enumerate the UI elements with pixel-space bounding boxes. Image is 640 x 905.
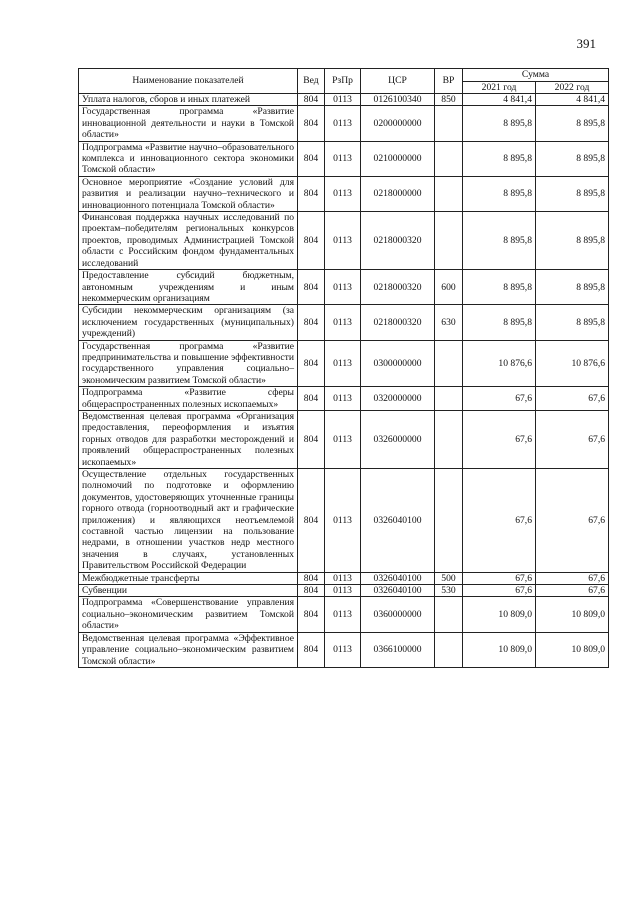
row-name: Субсидии некоммерческим организациям (за исключением государственных (муниципальных) учреждений) (79, 305, 298, 340)
table-body (79, 94, 609, 668)
table-row (79, 585, 609, 597)
row-sum-2022: 10 876,6 (536, 340, 609, 387)
row-sum-2022: 8 895,8 (536, 141, 609, 176)
row-sum-2021: 10 809,0 (463, 597, 536, 632)
row-sum-2021: 67,6 (463, 387, 536, 411)
page-number: 391 (576, 36, 596, 51)
row-name: Уплата налогов, сборов и иных платежей (79, 94, 298, 106)
row-name: Предоставление субсидий бюджетным, автономным учреждениям и иным некоммерческим организациям (79, 270, 298, 305)
table-row (79, 597, 609, 632)
row-name: Государственная программа «Развитие предпринимательства и повышение эффективности государственного управления социально–экономическим развитием Томской области» (79, 340, 298, 387)
row-name: Подпрограмма «Развитие сферы общераспространенных полезных ископаемых» (79, 387, 298, 411)
header-rzpr: РзПр (325, 69, 361, 94)
row-sum-2022: 67,6 (536, 410, 609, 468)
row-sum-2021: 10 876,6 (463, 340, 536, 387)
row-rzpr: 0113 (325, 305, 361, 340)
table-row (79, 305, 609, 340)
row-vr: 850 (435, 94, 463, 106)
row-rzpr: 0113 (325, 469, 361, 573)
row-csr: 0218000320 (361, 212, 435, 270)
row-name: Подпрограмма «Совершенствование управления социально–экономическим развитием Томской области» (79, 597, 298, 632)
row-sum-2021: 67,6 (463, 585, 536, 597)
budget-table (78, 68, 609, 668)
header-csr: ЦСР (361, 69, 435, 94)
table-row (79, 141, 609, 176)
row-sum-2021: 8 895,8 (463, 106, 536, 141)
row-csr: 0360000000 (361, 597, 435, 632)
row-vr (435, 176, 463, 211)
header-sum: Сумма (463, 69, 609, 82)
header-2021: 2021 год (463, 81, 536, 94)
row-sum-2022: 8 895,8 (536, 176, 609, 211)
row-csr: 0326040100 (361, 572, 435, 584)
row-rzpr: 0113 (325, 387, 361, 411)
row-name: Ведомственная целевая программа «Организация предоставления, переоформления и изъятия горных отводов для разработки месторождений и проявлений общераспространенных полезных ископаемых» (79, 410, 298, 468)
table-row (79, 632, 609, 667)
table-row (79, 94, 609, 106)
row-sum-2022: 67,6 (536, 585, 609, 597)
table-row (79, 340, 609, 387)
row-sum-2022: 8 895,8 (536, 106, 609, 141)
row-sum-2022: 10 809,0 (536, 597, 609, 632)
header-2022: 2022 год (536, 81, 609, 94)
header-ved: Вед (298, 69, 325, 94)
row-ved: 804 (298, 270, 325, 305)
row-rzpr: 0113 (325, 410, 361, 468)
row-rzpr: 0113 (325, 94, 361, 106)
row-vr: 500 (435, 572, 463, 584)
row-rzpr: 0113 (325, 106, 361, 141)
row-ved: 804 (298, 469, 325, 573)
row-csr: 0326040100 (361, 469, 435, 573)
row-name: Субвенции (79, 585, 298, 597)
row-rzpr: 0113 (325, 585, 361, 597)
row-vr (435, 106, 463, 141)
table-header (79, 69, 609, 94)
row-name: Ведомственная целевая программа «Эффективное управление социально–экономическим развитием Томской области» (79, 632, 298, 667)
table-row (79, 176, 609, 211)
row-csr: 0366100000 (361, 632, 435, 667)
row-sum-2021: 67,6 (463, 469, 536, 573)
row-sum-2021: 8 895,8 (463, 141, 536, 176)
table-row (79, 270, 609, 305)
row-vr (435, 340, 463, 387)
table-row (79, 572, 609, 584)
row-ved: 804 (298, 585, 325, 597)
header-name: Наименование показателей (79, 69, 298, 94)
row-ved: 804 (298, 94, 325, 106)
row-vr (435, 632, 463, 667)
row-vr (435, 141, 463, 176)
row-vr (435, 212, 463, 270)
row-csr: 0218000320 (361, 305, 435, 340)
row-ved: 804 (298, 572, 325, 584)
row-ved: 804 (298, 340, 325, 387)
row-ved: 804 (298, 106, 325, 141)
row-ved: 804 (298, 176, 325, 211)
row-name: Основное мероприятие «Создание условий для развития и реализации научно–технического и инновационного потенциала Томской области» (79, 176, 298, 211)
row-sum-2021: 8 895,8 (463, 305, 536, 340)
row-csr: 0326000000 (361, 410, 435, 468)
row-vr: 530 (435, 585, 463, 597)
table-row (79, 106, 609, 141)
row-ved: 804 (298, 212, 325, 270)
row-sum-2021: 67,6 (463, 410, 536, 468)
row-name: Межбюджетные трансферты (79, 572, 298, 584)
row-vr: 600 (435, 270, 463, 305)
row-vr (435, 597, 463, 632)
row-ved: 804 (298, 387, 325, 411)
row-rzpr: 0113 (325, 632, 361, 667)
row-vr (435, 387, 463, 411)
row-sum-2022: 10 809,0 (536, 632, 609, 667)
row-name: Государственная программа «Развитие инновационной деятельности и науки в Томской области» (79, 106, 298, 141)
row-csr: 0218000320 (361, 270, 435, 305)
row-name: Финансовая поддержка научных исследований по проектам–победителям региональных конкурсов проектов, проводимых Администрацией Томской области с Российским фондом фундаментальных исследований (79, 212, 298, 270)
row-ved: 804 (298, 410, 325, 468)
row-sum-2021: 4 841,4 (463, 94, 536, 106)
table-row (79, 469, 609, 573)
row-ved: 804 (298, 632, 325, 667)
table-row (79, 410, 609, 468)
row-csr: 0210000000 (361, 141, 435, 176)
row-ved: 804 (298, 305, 325, 340)
row-sum-2022: 67,6 (536, 572, 609, 584)
row-name: Осуществление отдельных государственных полномочий по подготовке и оформлению документов, удостоверяющих уточненные границы горного отвода (горноотводный акт и графические приложения) и являющихся неотъемлемой составной частью лицензии на пользование недрами, в отношении участков недр местного значения в случаях, установленных Правительством Российской Федерации (79, 469, 298, 573)
row-csr: 0200000000 (361, 106, 435, 141)
row-sum-2022: 8 895,8 (536, 212, 609, 270)
table-row (79, 212, 609, 270)
header-vr: ВР (435, 69, 463, 94)
row-sum-2022: 67,6 (536, 469, 609, 573)
row-rzpr: 0113 (325, 212, 361, 270)
row-csr: 0218000000 (361, 176, 435, 211)
row-sum-2022: 8 895,8 (536, 270, 609, 305)
row-ved: 804 (298, 597, 325, 632)
row-rzpr: 0113 (325, 270, 361, 305)
table-row (79, 387, 609, 411)
row-rzpr: 0113 (325, 176, 361, 211)
row-csr: 0326040100 (361, 585, 435, 597)
row-sum-2022: 8 895,8 (536, 305, 609, 340)
row-rzpr: 0113 (325, 597, 361, 632)
row-rzpr: 0113 (325, 141, 361, 176)
row-csr: 0320000000 (361, 387, 435, 411)
row-sum-2021: 8 895,8 (463, 176, 536, 211)
row-csr: 0300000000 (361, 340, 435, 387)
row-sum-2022: 4 841,4 (536, 94, 609, 106)
row-sum-2022: 67,6 (536, 387, 609, 411)
row-vr: 630 (435, 305, 463, 340)
row-csr: 0126100340 (361, 94, 435, 106)
row-ved: 804 (298, 141, 325, 176)
row-rzpr: 0113 (325, 340, 361, 387)
row-vr (435, 469, 463, 573)
row-vr (435, 410, 463, 468)
row-sum-2021: 10 809,0 (463, 632, 536, 667)
row-sum-2021: 67,6 (463, 572, 536, 584)
row-sum-2021: 8 895,8 (463, 212, 536, 270)
row-sum-2021: 8 895,8 (463, 270, 536, 305)
row-rzpr: 0113 (325, 572, 361, 584)
row-name: Подпрограмма «Развитие научно–образовательного комплекса и инновационного сектора экономики Томской области» (79, 141, 298, 176)
